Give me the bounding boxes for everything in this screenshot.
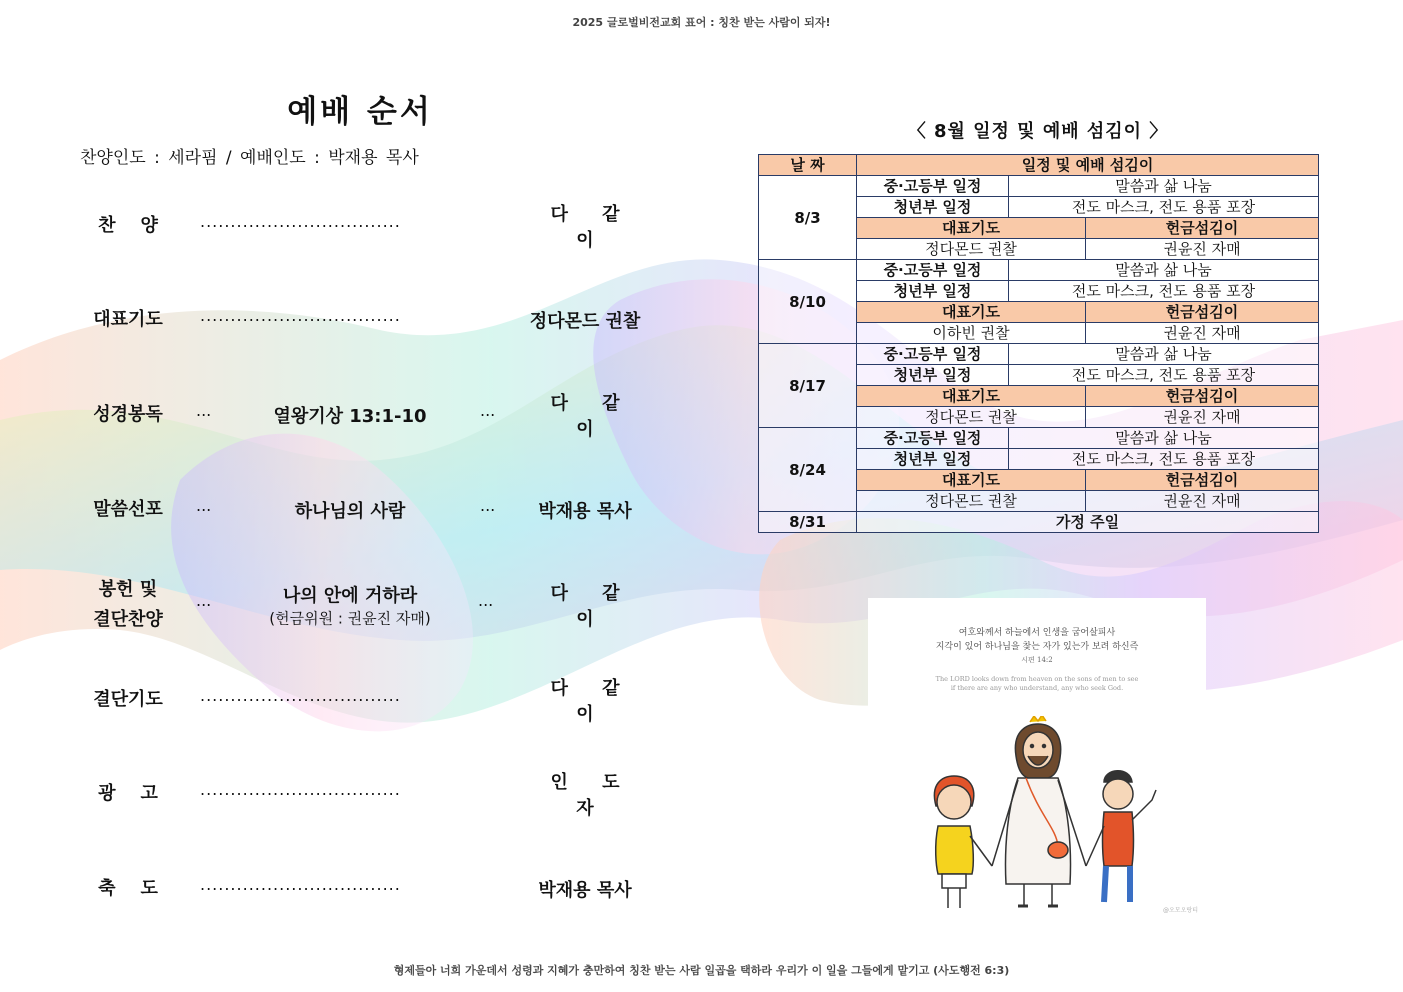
dot-leader: ································· <box>200 690 401 710</box>
prayer-name: 정다몬드 권찰 <box>857 491 1086 512</box>
offering-label: 헌금섬김이 <box>1086 470 1319 491</box>
church-motto: 2025 글로벌비전교회 표어 : 칭찬 받는 사람이 되자! <box>572 16 831 29</box>
order-leader: 박재용 목사 <box>538 501 632 522</box>
order-leader: 다 같 이 <box>550 678 634 725</box>
family-sunday: 가정 주일 <box>857 512 1319 533</box>
week-date: 8/31 <box>759 512 857 533</box>
order-label-line2: 결단찬양 <box>93 609 163 630</box>
dot-leader: ··· <box>478 595 494 615</box>
jesus-with-children-drawing <box>868 716 1206 916</box>
dot-leader: ································· <box>200 310 401 330</box>
dot-leader: ··· <box>196 595 212 615</box>
offering-name: 권윤진 자매 <box>1086 491 1319 512</box>
verse-reference: 시편 14:2 <box>1021 656 1053 664</box>
offering-name: 권윤진 자매 <box>1086 323 1319 344</box>
order-row-praise <box>0 196 700 256</box>
order-label: 결단기도 <box>93 689 163 710</box>
col-date-header: 날 짜 <box>759 155 857 176</box>
table-row <box>759 344 1319 365</box>
girl-figure <box>934 776 992 908</box>
order-leader: 다 같 이 <box>550 204 634 251</box>
order-leader: 인 도 자 <box>550 772 634 819</box>
order-label: 말씀선포 <box>93 499 163 520</box>
youth-label: 중·고등부 일정 <box>857 260 1009 281</box>
youth-schedule: 말씀과 삶 나눔 <box>1009 428 1319 449</box>
order-label: 성경봉독 <box>93 404 163 425</box>
verse-illustration <box>868 598 1206 920</box>
prayer-label: 대표기도 <box>857 218 1086 239</box>
dot-leader: ································· <box>200 784 401 804</box>
order-row-offering <box>0 575 700 635</box>
offering-label: 헌금섬김이 <box>1086 386 1319 407</box>
order-row-decision-prayer <box>0 670 700 730</box>
young-adult-label: 청년부 일정 <box>857 449 1009 470</box>
worship-leaders: 찬양인도 : 세라핌 / 예배인도 : 박재용 목사 <box>80 148 419 168</box>
young-adult-schedule: 전도 마스크, 전도 용품 포장 <box>1009 449 1319 470</box>
col-content-header: 일정 및 예배 섬김이 <box>857 155 1319 176</box>
worship-order-title: 예배 순서 <box>287 94 433 130</box>
young-adult-label: 청년부 일정 <box>857 281 1009 302</box>
sermon-title: 하나님의 사람 <box>294 501 406 522</box>
order-row-sermon <box>0 480 700 540</box>
prayer-name: 정다몬드 권찰 <box>857 239 1086 260</box>
order-label <box>78 575 178 635</box>
offering-label: 헌금섬김이 <box>1086 302 1319 323</box>
offering-name: 권윤진 자매 <box>1086 239 1319 260</box>
table-row <box>759 176 1319 197</box>
prayer-name: 정다몬드 권찰 <box>857 407 1086 428</box>
youth-schedule: 말씀과 삶 나눔 <box>1009 260 1319 281</box>
schedule-table <box>758 154 1319 533</box>
jesus-figure <box>992 716 1086 906</box>
dot-leader: ································· <box>200 216 401 236</box>
artist-signature: @오모오랑티 <box>1163 907 1198 914</box>
table-row <box>759 260 1319 281</box>
offering-committee: (헌금위원 : 권윤진 자매) <box>269 609 431 628</box>
prayer-label: 대표기도 <box>857 302 1086 323</box>
youth-schedule: 말씀과 삶 나눔 <box>1009 176 1319 197</box>
order-row-prayer <box>0 290 700 350</box>
table-row <box>759 428 1319 449</box>
offering-hymn <box>240 582 460 629</box>
order-leader: 다 같 이 <box>550 583 634 630</box>
order-label: 찬 양 <box>98 215 158 236</box>
young-adult-schedule: 전도 마스크, 전도 용품 포장 <box>1009 281 1319 302</box>
schedule-header-row <box>759 155 1319 176</box>
week-date: 8/10 <box>759 260 857 344</box>
young-adult-schedule: 전도 마스크, 전도 용품 포장 <box>1009 197 1319 218</box>
hymn-title: 나의 안에 거하라 <box>282 585 418 607</box>
prayer-label: 대표기도 <box>857 470 1086 491</box>
order-leader: 박재용 목사 <box>538 880 632 901</box>
verse-line: if there are any who understand, any who seek God. <box>950 684 1124 692</box>
order-label: 광 고 <box>98 783 158 804</box>
dot-leader: ··· <box>480 405 496 425</box>
table-row <box>759 512 1319 533</box>
psalm-verse-korean <box>868 626 1206 654</box>
young-adult-schedule: 전도 마스크, 전도 용품 포장 <box>1009 365 1319 386</box>
youth-label: 중·고등부 일정 <box>857 176 1009 197</box>
order-row-announcements <box>0 764 700 824</box>
youth-schedule: 말씀과 삶 나눔 <box>1009 344 1319 365</box>
prayer-label: 대표기도 <box>857 386 1086 407</box>
verse-line: The LORD looks down from heaven on the sons of men to see <box>935 675 1139 683</box>
week-date: 8/24 <box>759 428 857 512</box>
schedule-title: 〈 8월 일정 및 예배 섬김이 〉 <box>907 121 1169 142</box>
order-leader: 다 같 이 <box>550 393 634 440</box>
youth-label: 중·고등부 일정 <box>857 428 1009 449</box>
young-adult-label: 청년부 일정 <box>857 197 1009 218</box>
verse-line: 지각이 있어 하나님을 찾는 자가 있는가 보려 하신즉 <box>935 642 1139 652</box>
offering-name: 권윤진 자매 <box>1086 407 1319 428</box>
order-row-benediction <box>0 859 700 919</box>
order-leader: 정다몬드 권찰 <box>529 311 641 332</box>
youth-label: 중·고등부 일정 <box>857 344 1009 365</box>
psalm-verse-english <box>868 675 1206 693</box>
scripture-passage: 열왕기상 13:1-10 <box>273 406 427 427</box>
dot-leader: ··· <box>196 500 212 520</box>
footer-verse: 형제들아 너희 가운데서 성령과 지혜가 충만하여 칭찬 받는 사람 일곱을 택하라 우리가 이 일을 그들에게 맡기고 (사도행전 6:3) <box>393 964 1010 977</box>
order-row-scripture <box>0 385 700 445</box>
order-label: 축 도 <box>98 878 158 899</box>
dot-leader: ································· <box>200 879 401 899</box>
offering-label: 헌금섬김이 <box>1086 218 1319 239</box>
dot-leader: ··· <box>196 405 212 425</box>
dot-leader: ··· <box>480 500 496 520</box>
week-date: 8/17 <box>759 344 857 428</box>
week-date: 8/3 <box>759 176 857 260</box>
prayer-name: 이하빈 권찰 <box>857 323 1086 344</box>
verse-line: 여호와께서 하늘에서 인생을 굽어살피사 <box>958 628 1116 638</box>
order-label-line1: 봉헌 및 <box>98 579 158 600</box>
boy-figure <box>1086 771 1156 902</box>
order-label: 대표기도 <box>93 309 163 330</box>
young-adult-label: 청년부 일정 <box>857 365 1009 386</box>
